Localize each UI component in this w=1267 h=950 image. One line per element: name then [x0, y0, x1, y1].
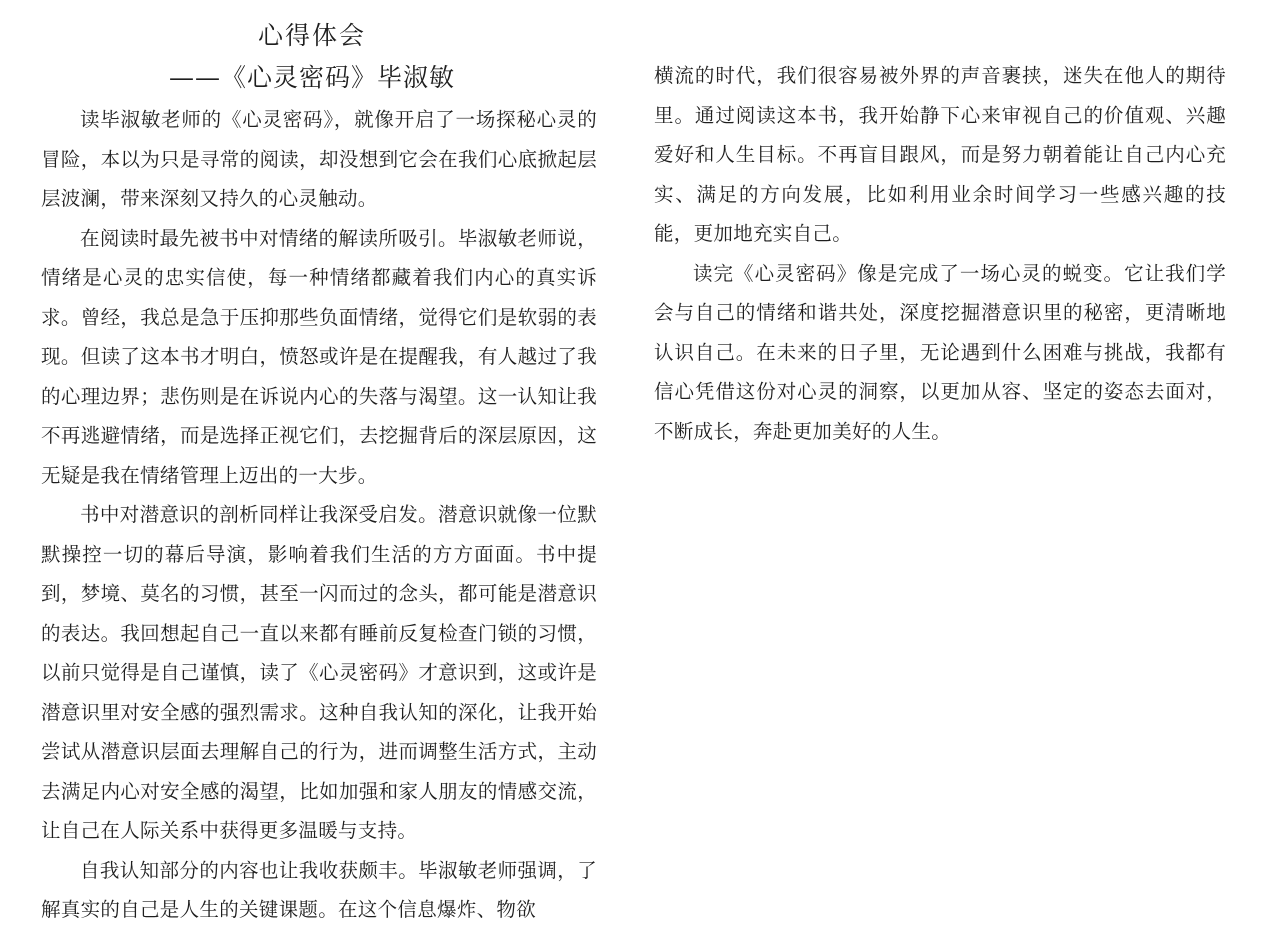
paragraph-self-awareness: 自我认知部分的内容也让我收获颇丰。毕淑敏老师强调，了解真实的自己是人生的关键课题。在这个信息爆炸、物欲 — [41, 858, 597, 921]
left-column — [41, 0, 597, 930]
paragraph-intro: 读毕淑敏老师的《心灵密码》，就像开启了一场探秘心灵的冒险，本以为只是寻常的阅读，却没想到它会在我们心底掀起层层波澜，带来深刻又持久的心灵触动。 — [41, 108, 597, 210]
paragraph-emotions: 在阅读时最先被书中对情绪的解读所吸引。毕淑敏老师说，情绪是心灵的忠实信使，每一种情绪都藏着我们内心的真实诉求。曾经，我总是急于压抑那些负面情绪，觉得它们是软弱的表现。但读了这本书才明白，愤怒或许是在提醒我，有人越过了我的心理边界；悲伤则是在诉说内心的失落与渴望。这一认知让我不再逃避情绪，而是选择正视它们，去挖掘背后的深层原因，这无疑是我在情绪管理上迈出的一大步。 — [41, 226, 597, 487]
page-title: 心得体会 — [257, 21, 366, 50]
page-subtitle: ——《心灵密码》毕淑敏 — [168, 63, 455, 92]
right-column — [654, 56, 1226, 451]
paragraph-conclusion: 读完《心灵密码》像是完成了一场心灵的蜕变。它让我们学会与自己的情绪和谐共处，深度挖掘潜意识里的秘密，更清晰地认识自己。在未来的日子里，无论遇到什么困难与挑战，我都有信心凭借这份对心灵的洞察，以更加从容、坚定的姿态去面对，不断成长，奔赴更加美好的人生。 — [654, 261, 1226, 443]
paragraph-subconscious: 书中对潜意识的剖析同样让我深受启发。潜意识就像一位默默操控一切的幕后导演，影响着我们生活的方方面面。书中提到，梦境、莫名的习惯，甚至一闪而过的念头，都可能是潜意识的表达。我回想起自己一直以来都有睡前反复检查门锁的习惯，以前只觉得是自己谨慎，读了《心灵密码》才意识到，这或许是潜意识里对安全感的强烈需求。这种自我认知的深化，让我开始尝试从潜意识层面去理解自己的行为，进而调整生活方式，主动去满足内心对安全感的渴望，比如加强和家人朋友的情感交流，让自己在人际关系中获得更多温暖与支持。 — [41, 503, 597, 842]
paragraph-self-awareness-continued: 横流的时代，我们很容易被外界的声音裹挟，迷失在他人的期待里。通过阅读这本书，我开始静下心来审视自己的价值观、兴趣爱好和人生目标。不再盲目跟风，而是努力朝着能让自己内心充实、满足的方向发展，比如利用业余时间学习一些感兴趣的技能，更加地充实自己。 — [654, 64, 1226, 245]
